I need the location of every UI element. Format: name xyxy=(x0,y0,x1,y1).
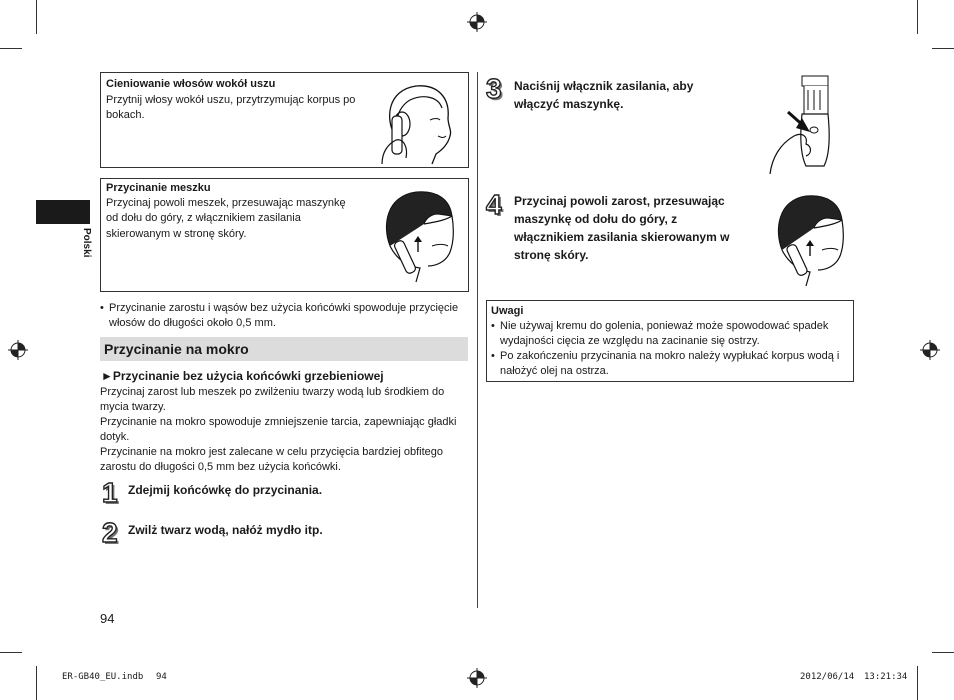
trim-length-note-line: włosów do długości około 0,5 mm. xyxy=(109,317,276,329)
notes-line: wydajności cięcia ze względu na zacinanie się ostrzy. xyxy=(500,335,760,347)
fuzz-trim-illustration-icon xyxy=(376,186,464,286)
registration-mark-icon xyxy=(467,12,487,32)
page-number: 94 xyxy=(100,611,115,626)
step-text: włączyć maszynkę. xyxy=(514,97,624,111)
crop-mark xyxy=(917,666,918,700)
step-text: Zwilż twarz wodą, nałóż mydło itp. xyxy=(128,523,323,537)
paragraph-line: dotyk. xyxy=(100,431,130,443)
notes-bullet: • xyxy=(491,350,495,362)
crop-mark xyxy=(0,652,22,653)
footer-page: 94 xyxy=(156,672,167,682)
step-text: maszynkę od dołu do góry, z xyxy=(514,212,678,226)
step-number: 2 xyxy=(102,517,118,548)
step-number: 3 xyxy=(486,73,502,104)
paragraph-line: mycia twarzy. xyxy=(100,401,166,413)
crop-mark xyxy=(0,48,22,49)
paragraph-line: zarostu do długości 0,5 mm bez użycia końcówki. xyxy=(100,461,341,473)
language-label: Polski xyxy=(81,228,92,258)
section-title: Przycinanie na mokro xyxy=(100,337,468,361)
fuzz-trim-title: Przycinanie meszku xyxy=(106,182,211,194)
step-text: włącznikiem zasilania skierowanym w xyxy=(514,230,730,244)
footer-filename: ER-GB40_EU.indb xyxy=(62,672,144,682)
fuzz-trim-line: skierowanym w stronę skóry. xyxy=(106,228,247,240)
column-divider xyxy=(477,72,478,608)
footer-time: 13:21:34 xyxy=(864,672,908,682)
ear-trim-line: bokach. xyxy=(106,109,145,121)
paragraph-line: Przycinanie na mokro jest zalecane w celu przycięcia bardziej obfitego xyxy=(100,446,444,458)
notes-line: nałożyć olej na ostrza. xyxy=(500,365,609,377)
notes-line: Nie używaj kremu do golenia, ponieważ może spowodować spadek xyxy=(500,320,829,332)
language-tab xyxy=(36,200,90,224)
notes-bullet: • xyxy=(491,320,495,332)
step-text: Naciśnij włącznik zasilania, aby xyxy=(514,79,694,93)
fuzz-trim-line: od dołu do góry, z włącznikiem zasilania xyxy=(106,212,301,224)
ear-trim-line: Przytnij włosy wokół uszu, przytrzymując korpus po xyxy=(106,94,356,106)
ear-trim-illustration-icon xyxy=(376,78,464,166)
registration-mark-icon xyxy=(8,340,28,360)
trim-length-note: • xyxy=(100,302,104,314)
registration-mark-icon xyxy=(920,340,940,360)
ear-trim-title: Cieniowanie włosów wokół uszu xyxy=(106,78,276,90)
power-switch-illustration-icon xyxy=(766,74,840,178)
notes-line: Po zakończeniu przycinania na mokro należy wypłukać korpus wodą i xyxy=(500,350,840,362)
paragraph-line: Przycinaj zarost lub meszek po zwilżeniu twarzy wodą lub środkiem do xyxy=(100,386,445,398)
paragraph-line: Przycinanie na mokro spowoduje zmniejszenie tarcia, zapewniając gładki xyxy=(100,416,457,428)
subsection-heading: ►Przycinanie bez użycia końcówki grzebieniowej xyxy=(101,369,384,383)
crop-mark xyxy=(932,48,954,49)
registration-mark-icon xyxy=(467,668,487,688)
step-text: Zdejmij końcówkę do przycinania. xyxy=(128,483,323,497)
step-text: Przycinaj powoli zarost, przesuwając xyxy=(514,194,725,208)
step-number: 4 xyxy=(486,189,502,220)
crop-mark xyxy=(36,0,37,34)
trim-length-note-line: Przycinanie zarostu i wąsów bez użycia końcówki spowoduje przycięcie xyxy=(109,302,459,314)
crop-mark xyxy=(932,652,954,653)
step-text: stronę skóry. xyxy=(514,248,589,262)
footer-date: 2012/06/14 xyxy=(800,672,855,682)
crop-mark xyxy=(36,666,37,700)
step-number: 1 xyxy=(102,477,118,508)
notes-title: Uwagi xyxy=(491,305,524,317)
fuzz-trim-line: Przycinaj powoli meszek, przesuwając maszynkę xyxy=(106,197,346,209)
beard-trim-illustration-icon xyxy=(770,192,850,288)
crop-mark xyxy=(917,0,918,34)
